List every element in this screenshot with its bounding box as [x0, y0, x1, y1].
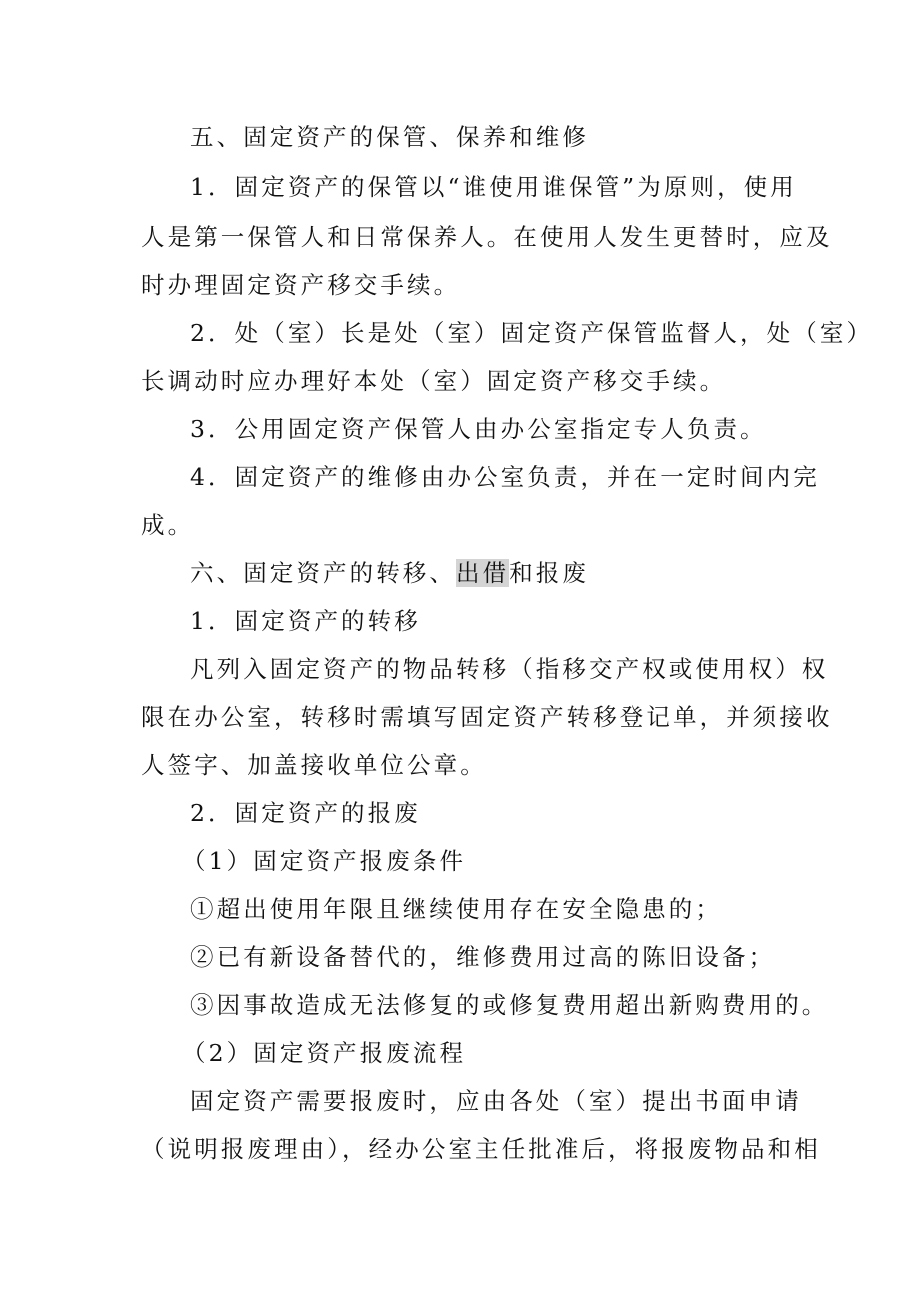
paragraph-line: （说明报废理由），经办公室主任批准后，将报废物品和相	[141, 1135, 821, 1163]
paragraph-line: 1．固定资产的保管以“谁使用谁保管”为原则，使用	[190, 173, 797, 201]
paragraph-line: 长调动时应办理好本处（室）固定资产移交手续。	[141, 367, 727, 395]
paragraph-line: 4．固定资产的维修由办公室负责，并在一定时间内完	[190, 463, 820, 491]
paragraph-line: 限在办公室，转移时需填写固定资产转移登记单，并须接收	[141, 703, 833, 731]
paragraph-line: 固定资产需要报废时，应由各处（室）提出书面申请	[190, 1087, 802, 1115]
heading-text: 六、固定资产的转移、	[190, 559, 456, 587]
paragraph-line: 凡列入固定资产的物品转移（指移交产权或使用权）权	[190, 655, 829, 683]
paragraph-line: 成。	[141, 511, 195, 539]
paragraph-line: 时办理固定资产移交手续。	[141, 271, 461, 299]
paragraph-line: 人签字、加盖接收单位公章。	[141, 751, 487, 779]
subsection-heading: 1．固定资产的转移	[190, 607, 421, 635]
subsection-heading: 2．固定资产的报废	[190, 799, 421, 827]
paragraph-line: 人是第一保管人和日常保养人。在使用人发生更替时，应及	[141, 223, 833, 251]
list-item: ①超出使用年限且继续使用存在安全隐患的；	[190, 895, 722, 923]
highlighted-text: 出借	[456, 559, 510, 587]
heading-text: 和报废	[509, 559, 590, 587]
list-item: ③因事故造成无法修复的或修复费用超出新购费用的。	[190, 991, 829, 1019]
subsection-heading: （2）固定资产报废流程	[182, 1039, 467, 1067]
paragraph-line: 3．公用固定资产保管人由办公室指定专人负责。	[190, 415, 767, 443]
section-heading-6	[190, 558, 920, 588]
list-item: ②已有新设备替代的，维修费用过高的陈旧设备；	[190, 943, 776, 971]
subsection-heading: （1）固定资产报废条件	[182, 847, 467, 875]
section-heading-5: 五、固定资产的保管、保养和维修	[190, 123, 589, 151]
paragraph-line: 2．处（室）长是处（室）固定资产保管监督人，处（室）	[190, 319, 874, 347]
